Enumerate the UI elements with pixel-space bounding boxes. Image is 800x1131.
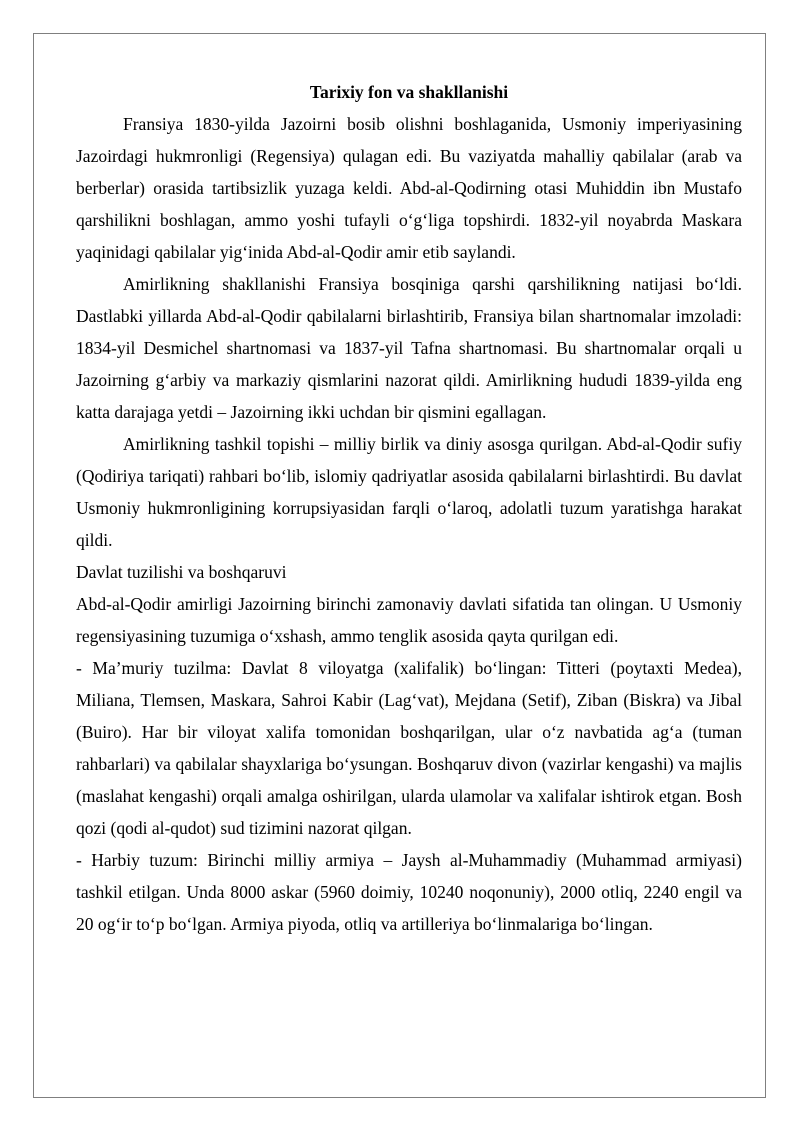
paragraph-administrative-structure: - Ma’muriy tuzilma: Davlat 8 viloyatga (xalifalik) bo‘lingan: Titteri (poytaxti Medea), Miliana, Tlemsen, Maskara, Sahroi Kabir (Lag‘vat), Mejdana (Setif), Ziban (Biskra) va Jibal (Buiro). Har bir viloyat xalifa tomonidan boshqarilgan, ular o‘z navbatida ag‘a (tuman rahbarlari) va qabilalar shayxlariga bo‘ysungan. Boshqaruv divon (vazirlar kengashi) va majlis (maslahat kengashi) orqali amalga oshirilgan, ularda ulamolar va xalifalar ishtirok etgan. Bosh qozi (qodi al-qudot) sud tizimini nazorat qilgan. bbox=[76, 658, 742, 838]
document-title: Tarixiy fon va shakllanishi bbox=[309, 82, 509, 102]
paragraph-historical-background: Fransiya 1830-yilda Jazoirni bosib olishni boshlaganida, Usmoniy imperiyasining Jazoirdagi hukmronligi (Regensiya) qulagan edi. Bu vaziyatda mahalliy qabilalar (arab va berberlar) orasida tartibsizlik yuzaga keldi. Abd-al-Qodirning otasi Muhiddin ibn Mustafo qarshilikni boshlagan, ammo yoshi tufayli o‘g‘liga topshirdi. 1832-yil noyabrda Maskara yaqinidagi qabilalar yig‘inida Abd-al-Qodir amir etib saylandi. bbox=[76, 114, 742, 262]
document-body bbox=[76, 76, 742, 940]
section-subheading: Davlat tuzilishi va boshqaruvi bbox=[76, 562, 287, 582]
paragraph-emirate-foundation: Amirlikning tashkil topishi – milliy birlik va diniy asosga qurilgan. Abd-al-Qodir sufiy (Qodiriya tariqati) rahbari bo‘lib, islomiy qadriyatlar asosida qabilalarni birlashtirdi. Bu davlat Usmoniy hukmronligining korrupsiyasidan farqli o‘laroq, adolatli tuzum yaratishga harakat qildi. bbox=[76, 434, 742, 550]
paragraph-military-system: - Harbiy tuzum: Birinchi milliy armiya – Jaysh al-Muhammadiy (Muhammad armiyasi) tashkil etilgan. Unda 8000 askar (5960 doimiy, 10240 noqonuniy), 2000 otliq, 2240 engil va 20 og‘ir to‘p bo‘lgan. Armiya piyoda, otliq va artilleriya bo‘linmalariga bo‘lingan. bbox=[76, 850, 742, 934]
paragraph-emirate-formation: Amirlikning shakllanishi Fransiya bosqiniga qarshi qarshilikning natijasi bo‘ldi. Dastlabki yillarda Abd-al-Qodir qabilalarni birlashtirib, Fransiya bilan shartnomalar imzoladi: 1834-yil Desmichel shartnomasi va 1837-yil Tafna shartnomasi. Bu shartnomalar orqali u Jazoirning g‘arbiy va markaziy qismlarini nazorat qildi. Amirlikning hududi 1839-yilda eng katta darajaga yetdi – Jazoirning ikki uchdan bir qismini egallagan. bbox=[76, 274, 742, 422]
paragraph-state-recognition: Abd-al-Qodir amirligi Jazoirning birinchi zamonaviy davlati sifatida tan olingan. U Usmoniy regensiyasining tuzumiga o‘xshash, ammo tenglik asosida qayta qurilgan edi. bbox=[76, 594, 742, 646]
